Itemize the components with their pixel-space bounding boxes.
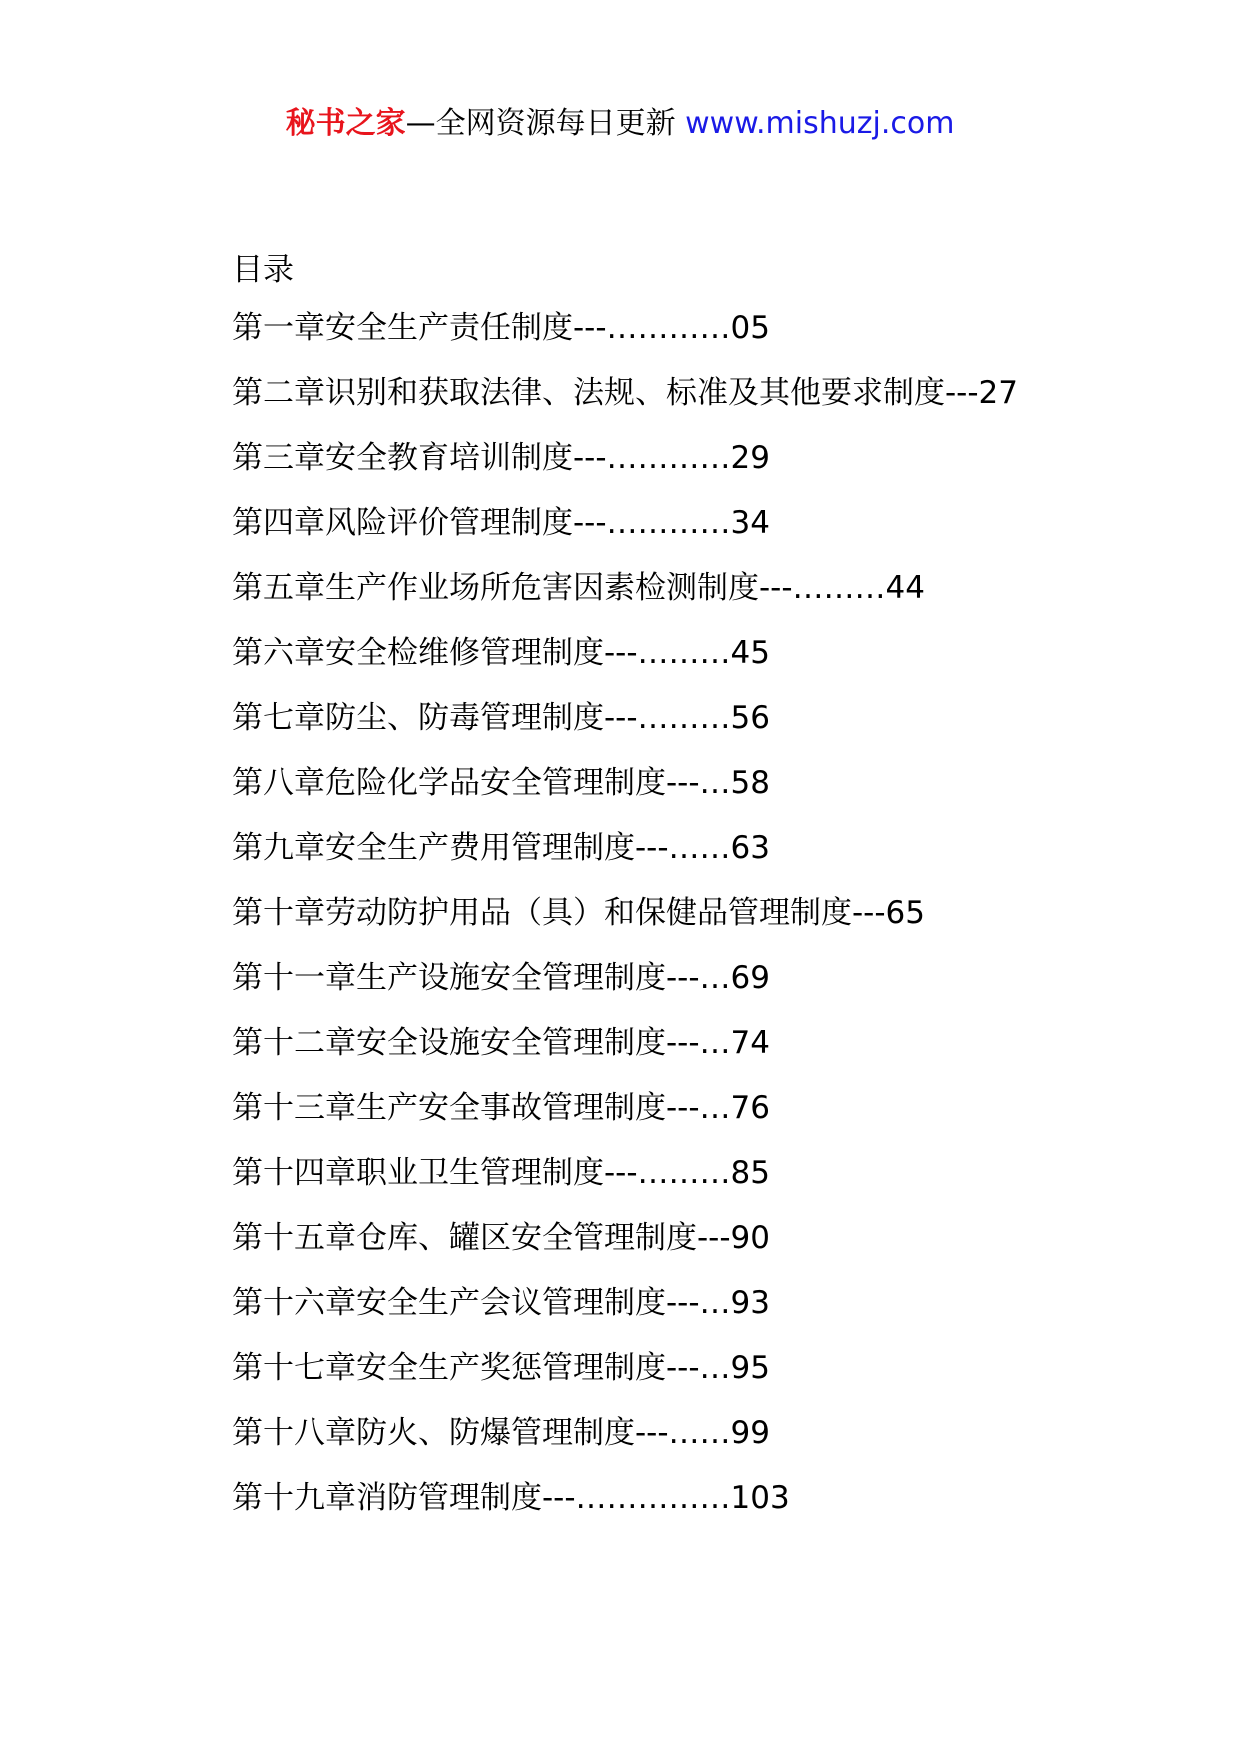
toc-item: 第十九章消防管理制度---……………103 (232, 1480, 790, 1516)
toc-item: 第二章识别和获取法律、法规、标准及其他要求制度---27 (232, 375, 1019, 411)
toc-item: 第十四章职业卫生管理制度---………85 (232, 1155, 771, 1191)
toc-item: 第十一章生产设施安全管理制度---…69 (232, 960, 771, 996)
toc-item: 第七章防尘、防毒管理制度---………56 (232, 700, 771, 736)
toc-item: 第十三章生产安全事故管理制度---…76 (232, 1090, 771, 1126)
site-url-link[interactable]: www.mishuzj.com (685, 106, 955, 141)
table-of-contents (232, 244, 1172, 1531)
toc-item: 第三章安全教育培训制度---…………29 (232, 440, 771, 476)
toc-item: 第九章安全生产费用管理制度---……63 (232, 830, 771, 866)
toc-item: 第六章安全检维修管理制度---………45 (232, 635, 771, 671)
toc-item: 第十章劳动防护用品（具）和保健品管理制度---65 (232, 895, 926, 931)
toc-item: 第十二章安全设施安全管理制度---…74 (232, 1025, 771, 1061)
toc-item: 第一章安全生产责任制度---…………05 (232, 310, 771, 346)
page-header (0, 100, 1240, 148)
toc-title: 目录 (232, 252, 294, 288)
toc-list (232, 296, 1172, 1531)
header-tagline: —全网资源每日更新 (405, 106, 676, 141)
toc-item: 第八章危险化学品安全管理制度---…58 (232, 765, 771, 801)
toc-item: 第十七章安全生产奖惩管理制度---…95 (232, 1350, 771, 1386)
toc-item: 第十五章仓库、罐区安全管理制度---90 (232, 1220, 771, 1256)
toc-item: 第五章生产作业场所危害因素检测制度---………44 (232, 570, 926, 606)
brand-name: 秘书之家 (285, 106, 406, 141)
toc-item: 第十八章防火、防爆管理制度---……99 (232, 1415, 771, 1451)
toc-item: 第十六章安全生产会议管理制度---…93 (232, 1285, 771, 1321)
toc-item: 第四章风险评价管理制度---…………34 (232, 505, 771, 541)
